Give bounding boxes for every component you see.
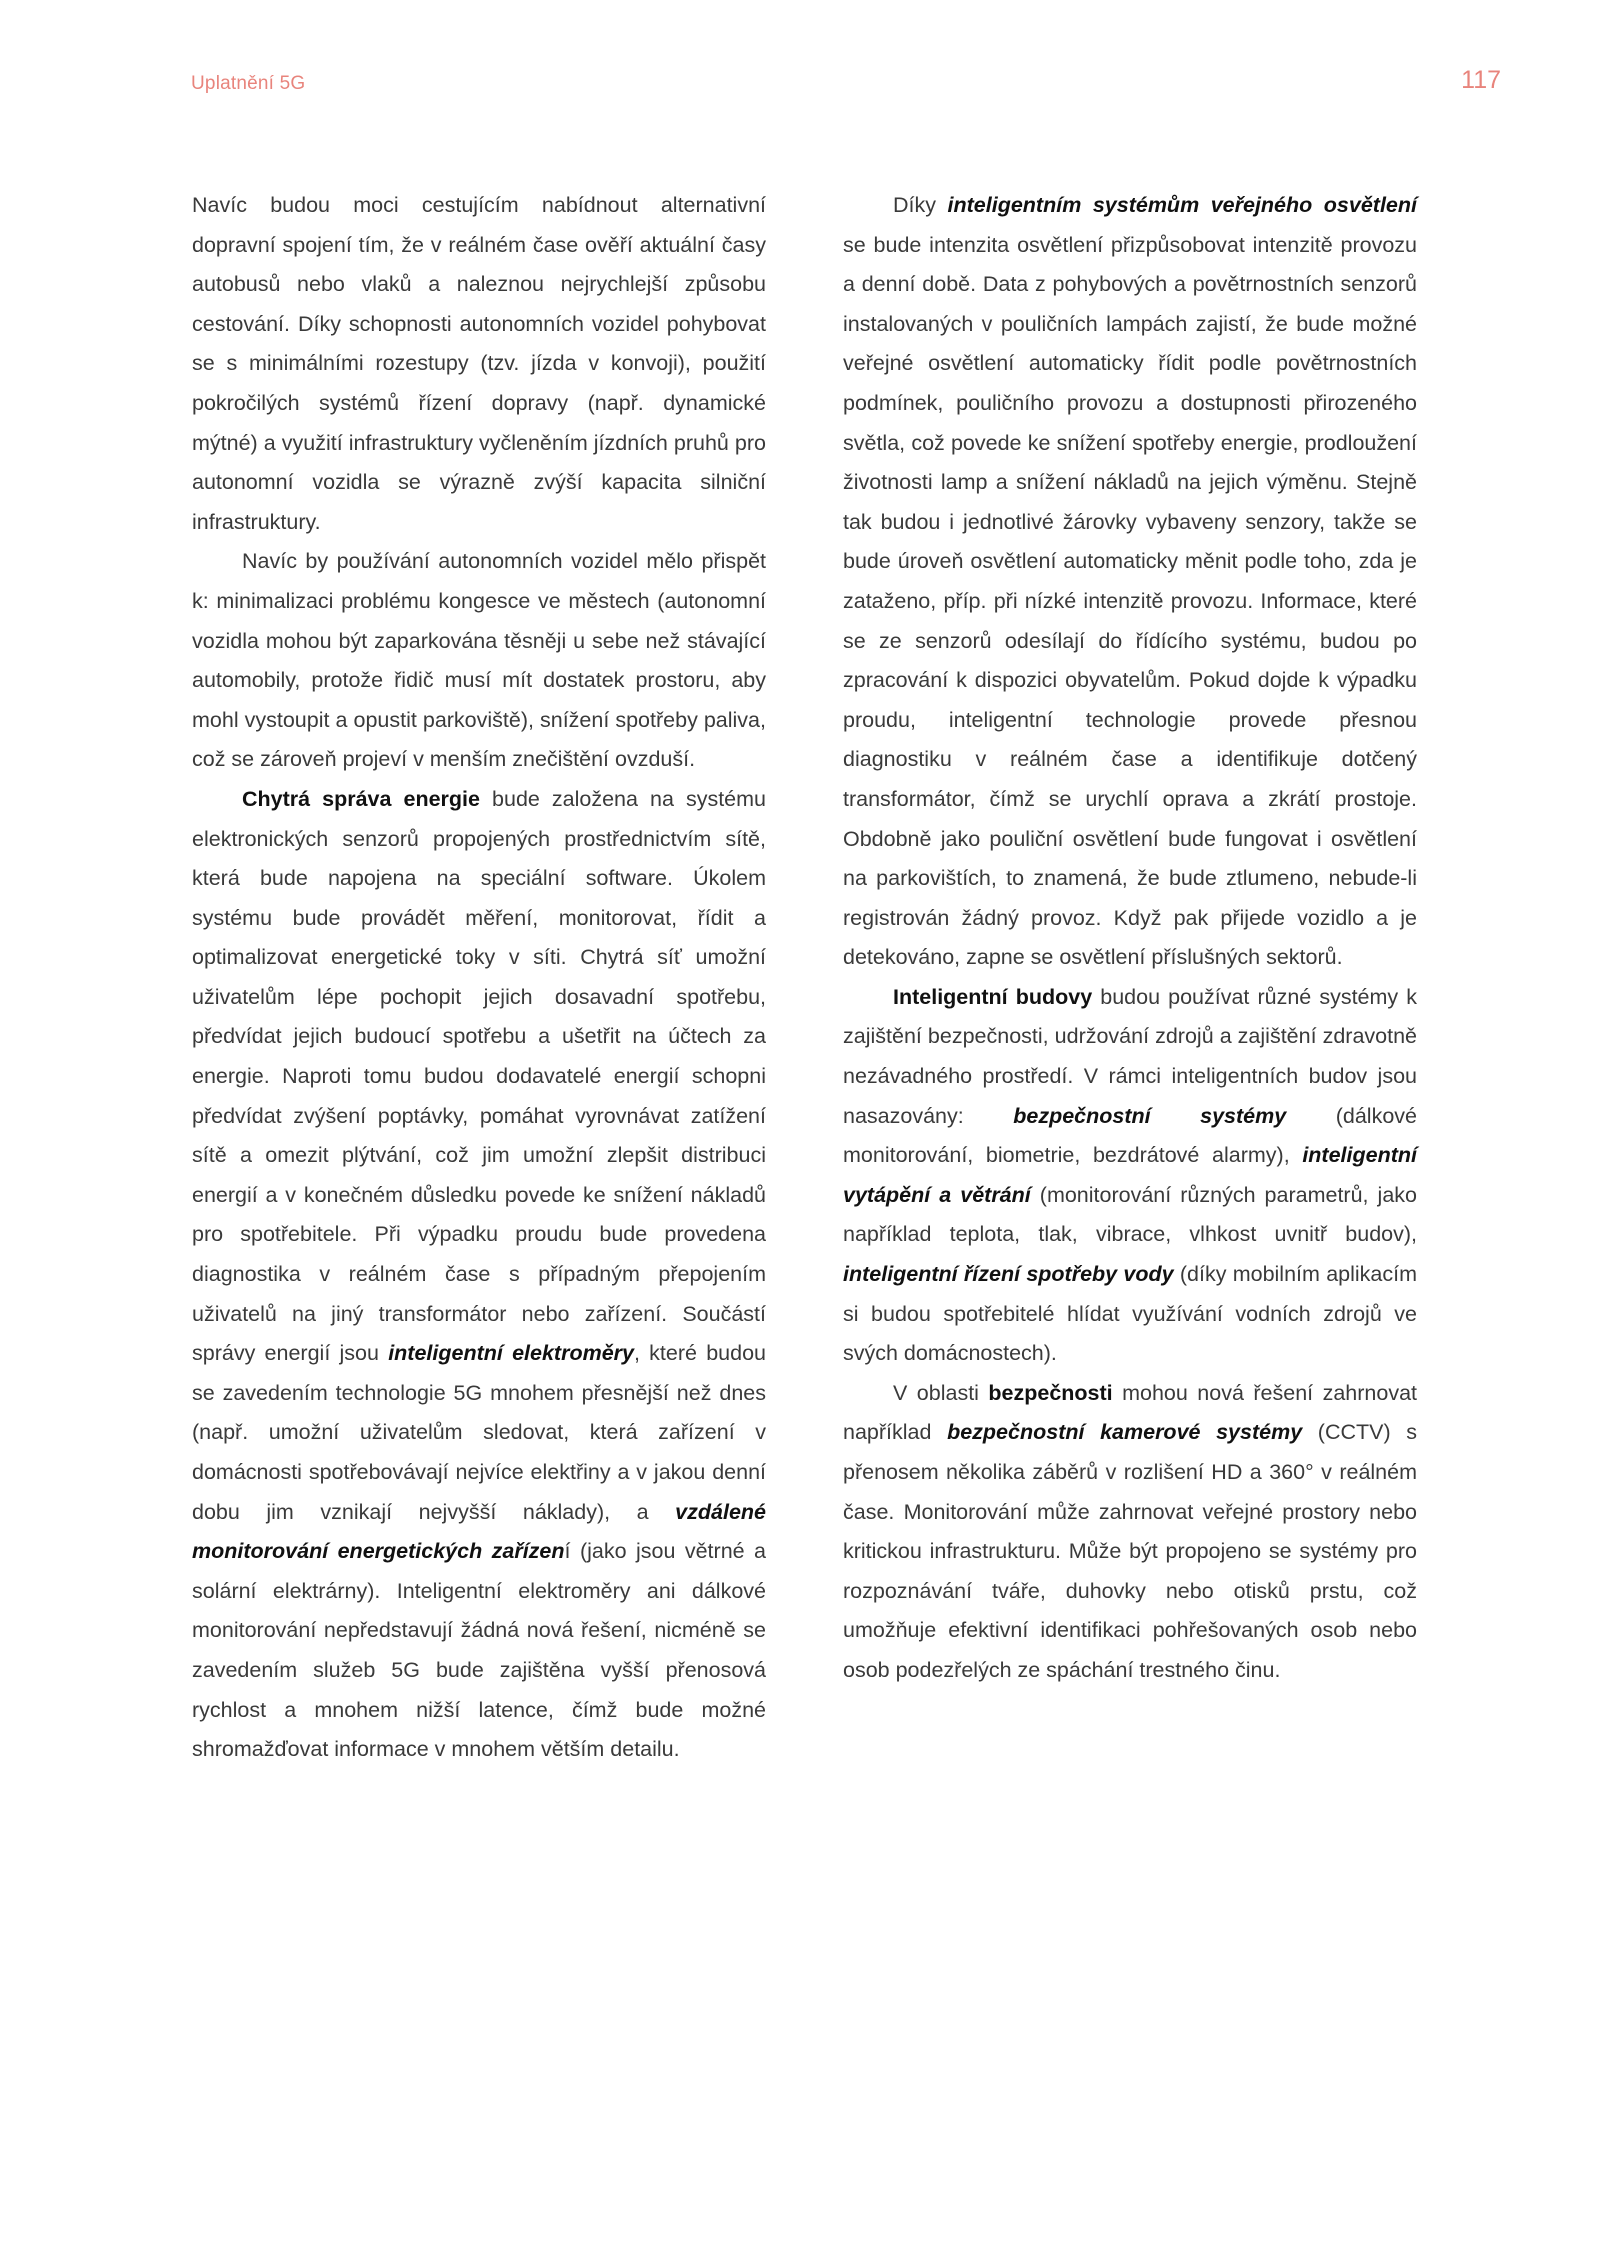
paragraph-security: [843, 1374, 1417, 1691]
paragraph-autonomous-vehicles: [192, 542, 766, 780]
paragraph-text: í (jako jsou větrné a solární elektrárny). Inteligentní elektroměry ani dálkové monitorování nepředstavují žádná nová řešení, nicméně se zavedením služeb 5G bude zajištěna vyšší přenosová rychlost a mnohem nižší latence, čímž bude možné shromažďovat informace v mnohem větším detailu.: [192, 1539, 766, 1762]
running-head: Uplatnění 5G: [191, 73, 306, 94]
paragraph-smart-energy: [192, 780, 766, 1770]
term-smart-water: inteligentní řízení spotřeby vody: [843, 1262, 1174, 1287]
term-cctv: bezpečnostní kamerové systémy: [947, 1420, 1303, 1445]
right-column: [843, 186, 1417, 1691]
term-smart-meters: inteligentní elektroměry: [388, 1341, 634, 1366]
term-security-systems: bezpečnostní systémy: [1013, 1103, 1287, 1128]
paragraph-text: Navíc budou moci cestujícím nabídnout alternativní dopravní spojení tím, že v reálném čase ověří aktuální časy autobusů nebo vlaků a naleznou nejrychlejší způsobu cestování. Díky schopnosti autonomních vozidel pohybovat se s minimálními rozestupy (tzv. jízda v konvoji), použití pokročilých systémů řízení dopravy (např. dynamické mýtné) a využití infrastruktury vyčleněním jízdních pruhů pro autonomní vozidla se výrazně zvýší kapacita silniční infrastruktury.: [192, 193, 766, 534]
paragraph-smart-lighting: [843, 186, 1417, 978]
paragraph-text: budou používat různé systémy k zajištění bezpečnosti, udržování zdrojů a zajištění zdravotně nezávadného prostředí. V rámci inteligentních budov jsou nasazovány:: [843, 984, 1417, 1128]
paragraph-text: V oblasti: [893, 1380, 989, 1405]
paragraph-text: Navíc by používání autonomních vozidel mělo přispět k: minimalizaci problému kongesce ve městech (autonomní vozidla mohou být zaparkována těsněji u sebe než stávající automobily, protože řidič musí mít dostatek prostoru, aby mohl vystoupit a opustit parkoviště), snížení spotřeby paliva, což se zároveň projeví v menším znečištění ovzduší.: [192, 549, 766, 772]
term-remote-monitoring: vzdálené monitorování energetických zařízen: [192, 1499, 766, 1564]
left-column: [192, 186, 766, 1770]
term-smart-buildings: Inteligentní budovy: [893, 984, 1093, 1009]
term-smart-lighting: inteligentním systémům veřejného osvětlení: [947, 193, 1417, 217]
paragraph-text: mohou nová řešení zahrnovat například: [843, 1380, 1418, 1445]
term-security: bezpečnosti: [988, 1380, 1113, 1405]
paragraph-text: Díky: [893, 193, 948, 217]
paragraph-transport: [192, 186, 766, 542]
paragraph-text: se bude intenzita osvětlení přizpůsobovat intenzitě provozu a denní době. Data z pohybových a povětrnostních senzorů instalovaných v pouličních lampách zajistí, že bude možné veřejné osvětlení automaticky řídit podle povětrnostních podmínek, pouličního provozu a dostupnosti přirozeného světla, což povede ke snížení spotřeby energie, prodloužení životnosti lamp a snížení nákladů na jejich výměnu. Stejně tak budou i jednotlivé žárovky vybaveny senzory, takže se bude úroveň osvětlení automaticky měnit podle toho, zda je zataženo, příp. při nízké intenzitě provozu. Informace, které se ze senzorů odesílají do řídícího systému, budou po zpracování k dispozici obyvatelům. Pokud dojde k výpadku proudu, inteligentní technologie provede přesnou diagnostiku v reálném čase a identifikuje dotčený transformátor, čímž se urychlí oprava a zkrátí prostoje. Obdobně jako pouliční osvětlení bude fungovat i osvětlení na parkovištích, to znamená, že bude ztlumeno, nebude-li registrován žádný provoz. Když pak přijede vozidlo a je detekováno, zapne se osvětlení příslušných sektorů.: [843, 232, 1417, 970]
paragraph-smart-buildings: [843, 978, 1417, 1374]
paragraph-text: (monitorování různých parametrů, jako například teplota, tlak, vibrace, vlhkost uvnitř budov),: [843, 1182, 1417, 1247]
page-number: 117: [1461, 66, 1501, 94]
paragraph-text: (díky mobilním aplikacím si budou spotřebitelé hlídat využívání vodních zdrojů ve svých domácnostech).: [843, 1262, 1417, 1366]
paragraph-text: , které budou se zavedením technologie 5G mnohem přesnější než dnes (např. umožní uživatelům sledovat, která zařízení v domácnosti spotřebovávají nejvíce elektřiny a v jakou denní dobu jim vznikají nejvyšší náklady), a: [192, 1341, 766, 1524]
paragraph-text: bude založena na systému elektronických senzorů propojených prostřednictvím sítě, která bude napojena na speciální software. Úkolem systému bude provádět měření, monitorovat, řídit a optimalizovat energetické toky v síti. Chytrá síť umožní uživatelům lépe pochopit jejich dosavadní spotřebu, předvídat jejich budoucí spotřebu a ušetřit na účtech za energie. Naproti tomu budou dodavatelé energií schopni předvídat zvýšení poptávky, pomáhat vyrovnávat zatížení sítě a omezit plýtvání, což jim umožní zlepšit distribuci energií a v konečném důsledku povede ke snížení nákladů pro spotřebitele. Při výpadku proudu bude provedena diagnostika v reálném čase s případným přepojením uživatelů na jiný transformátor nebo zařízení. Součástí správy energií jsou: [192, 786, 767, 1366]
paragraph-text: (dálkové monitorování, biometrie, bezdrátové alarmy),: [843, 1103, 1417, 1168]
term-smart-heating: inteligentní vytápění a větrání: [843, 1143, 1417, 1207]
paragraph-text: (CCTV) s přenosem několika záběrů v rozlišení HD a 360° v reálném čase. Monitorování může zahrnovat veřejné prostory nebo kritickou infrastrukturu. Může být propojeno se systémy pro rozpoznávání tváře, duhovky nebo otisků prstu, což umožňuje efektivní identifikaci pohřešovaných osob nebo osob podezřelých ze spáchání trestného činu.: [843, 1420, 1418, 1682]
term-smart-energy: Chytrá správa energie: [242, 786, 480, 811]
